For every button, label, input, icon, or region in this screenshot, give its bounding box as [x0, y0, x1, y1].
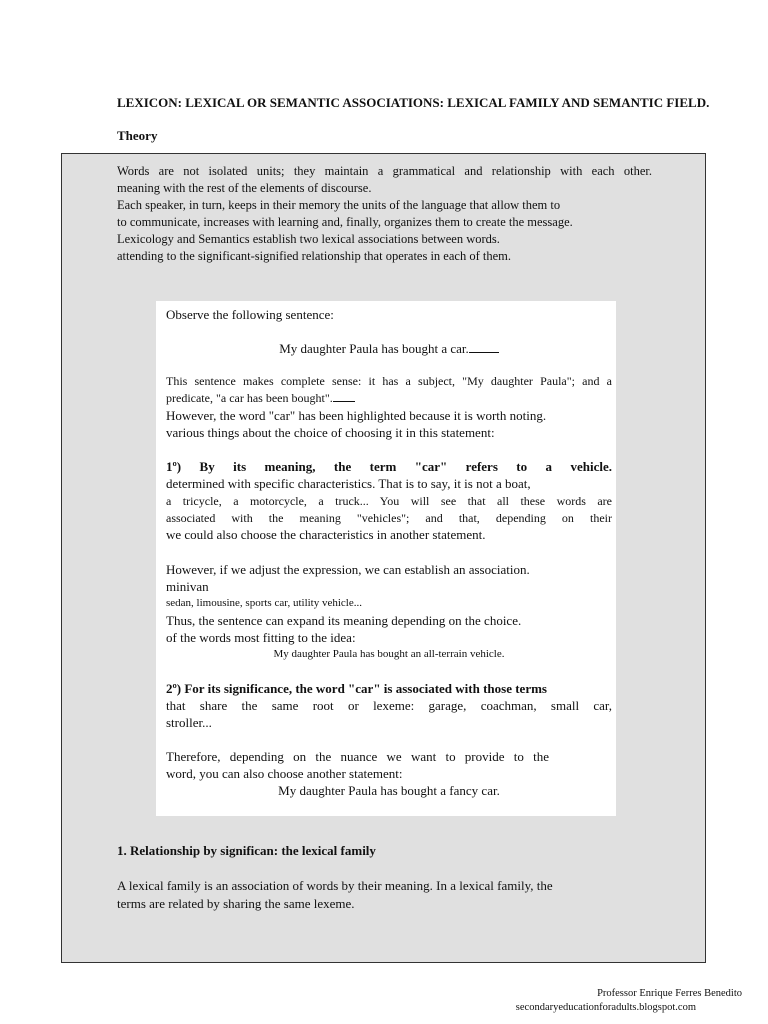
theory-heading: Theory: [117, 128, 158, 143]
therefore-line: Therefore, depending on the nuance we want to provide to the: [166, 749, 549, 764]
adjust-line: sedan, limousine, sports car, utility vehicle...: [166, 597, 362, 609]
point-1-line: a tricycle, a motorcycle, a truck... You will see that all these words are: [166, 494, 612, 508]
intro-line: Words are not isolated units; they maintain a grammatical and relationship with each other.: [117, 164, 652, 178]
underline-mark: [333, 400, 355, 402]
example-sentence: [166, 341, 612, 357]
point-1-line: determined with specific characteristics. That is to say, it is not a boat,: [166, 476, 531, 491]
expand-line: Thus, the sentence can expand its meaning depending on the choice.: [166, 613, 522, 628]
section-1-heading: 1. Relationship by significan: the lexical family: [117, 843, 376, 858]
point-1-line: we could also choose the characteristics in another statement.: [166, 527, 486, 542]
point-2-line: that share the same root or lexeme: garage, coachman, small car,: [166, 698, 612, 713]
intro-line: attending to the significant-signified relationship that operates in each of them.: [117, 249, 511, 263]
footer-author: Professor Enrique Ferres Benedito: [597, 988, 742, 999]
theory-box: [61, 153, 706, 963]
example-box: [156, 301, 616, 816]
intro-line: to communicate, increases with learning and, finally, organizes them to create the message.: [117, 215, 573, 229]
intro-line: Lexicology and Semantics establish two lexical associations between words.: [117, 232, 500, 246]
underline-mark: [469, 351, 499, 353]
observe-text: Observe the following sentence:: [166, 307, 334, 322]
document-title: LEXICON: LEXICAL OR SEMANTIC ASSOCIATIONS: LEXICAL FAMILY AND SEMANTIC FIELD.: [117, 95, 710, 110]
example-sentence-text: My daughter Paula has bought a car.: [279, 341, 469, 356]
example-sentence-3: My daughter Paula has bought a fancy car.: [278, 783, 500, 798]
adjust-line: However, if we adjust the expression, we can establish an association.: [166, 562, 530, 577]
point-2-line: stroller...: [166, 715, 212, 730]
expand-line: of the words most fitting to the idea:: [166, 630, 356, 645]
complete-sense-line: This sentence makes complete sense: it has a subject, "My daughter Paula"; and a: [166, 374, 612, 388]
section-1-line: terms are related by sharing the same lexeme.: [117, 896, 355, 911]
footer-blog: secondaryeducationforadults.blogspot.com: [515, 1002, 696, 1013]
intro-paragraph: [117, 163, 652, 265]
point-1-line: associated with the meaning "vehicles"; and that, depending on their: [166, 511, 612, 525]
complete-sense-text: predicate, "a car has been bought".: [166, 391, 333, 405]
point-1-heading: 1º) By its meaning, the term "car" refers to a vehicle.: [166, 459, 612, 474]
section-1-line: A lexical family is an association of words by their meaning. In a lexical family, the: [117, 878, 553, 893]
example-sentence-2: My daughter Paula has bought an all-terrain vehicle.: [273, 648, 505, 660]
highlight-line: various things about the choice of choosing it in this statement:: [166, 425, 495, 440]
complete-sense-line: [166, 391, 612, 406]
therefore-line: word, you can also choose another statement:: [166, 766, 403, 781]
section-1-text: [117, 877, 597, 913]
intro-line: meaning with the rest of the elements of discourse.: [117, 181, 372, 195]
point-2-heading: 2º) For its significance, the word "car" is associated with those terms: [166, 681, 547, 696]
intro-line: Each speaker, in turn, keeps in their memory the units of the language that allow them to: [117, 198, 561, 212]
highlight-line: However, the word "car" has been highlighted because it is worth noting.: [166, 408, 547, 423]
adjust-line: minivan: [166, 579, 209, 594]
